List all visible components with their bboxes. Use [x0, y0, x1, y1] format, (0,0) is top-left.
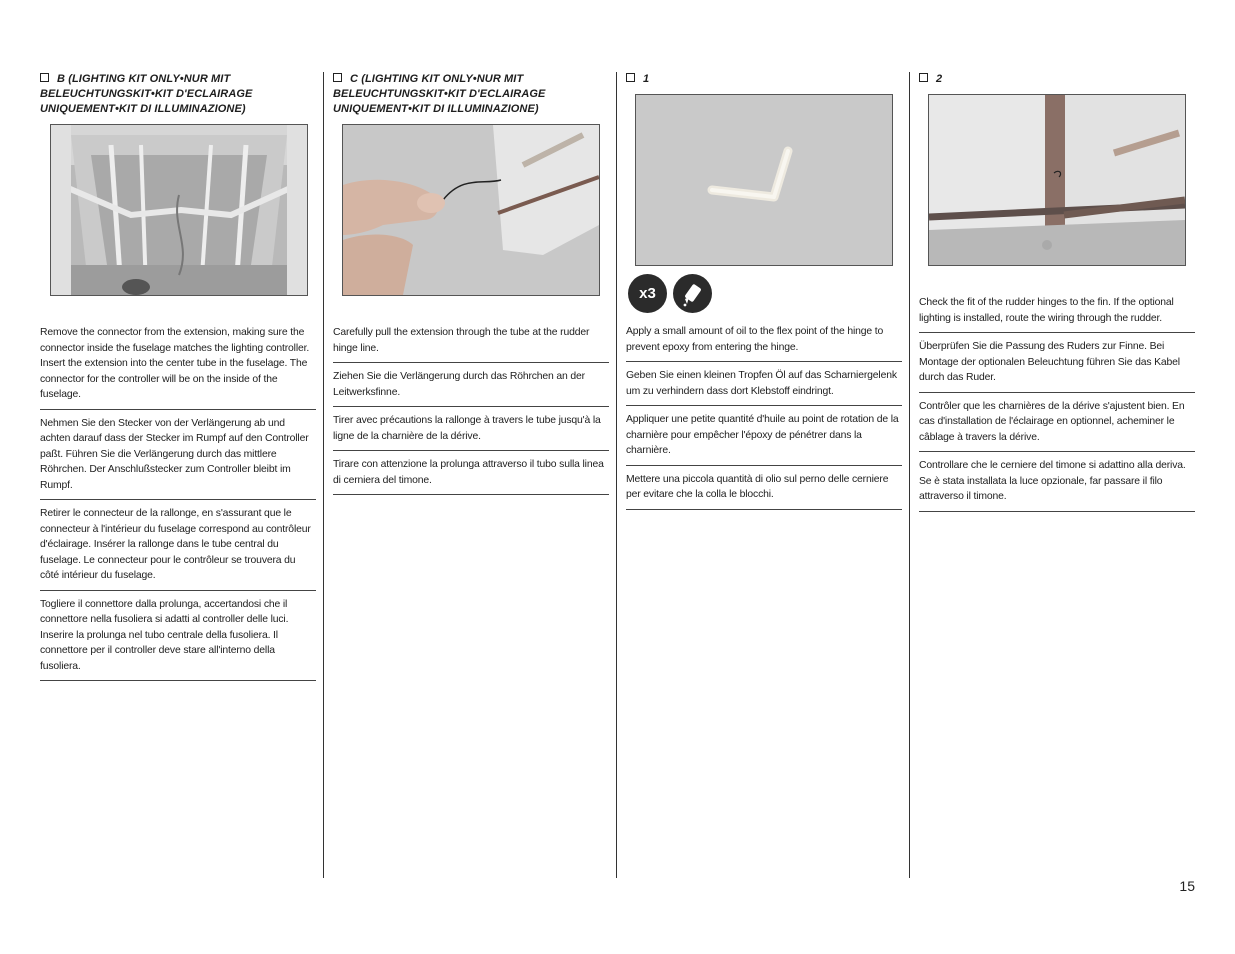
- rudder-fin-image: [929, 95, 1185, 265]
- step-column-1: [626, 72, 902, 510]
- hinge-photo: [635, 94, 893, 266]
- rudder-wire-photo: [342, 124, 600, 296]
- paragraph-de: Ziehen Sie die Verlängerung durch das Röhrchen an der Leitwerksfinne.: [333, 363, 609, 407]
- step-column-c: [333, 72, 609, 495]
- paragraph-it: Tirare con attenzione la prolunga attraverso il tubo sulla linea di cerniera del timone.: [333, 451, 609, 495]
- paragraph-fr: Tirer avec précautions la rallonge à travers le tube jusqu'à la ligne de la charnière de la dérive.: [333, 407, 609, 451]
- paragraph-en: Apply a small amount of oil to the flex point of the hinge to prevent epoxy from entering the hinge.: [626, 321, 902, 362]
- rudder-fin-photo: [928, 94, 1186, 266]
- paragraph-it: Mettere una piccola quantità di olio sul perno delle cerniere per evitare che la colla le blocchi.: [626, 466, 902, 510]
- paragraph-de: Geben Sie einen kleinen Tropfen Öl auf das Scharniergelenk um zu verhindern dass dort Klebstoff eindringt.: [626, 362, 902, 406]
- page-number: 15: [1179, 878, 1195, 894]
- paragraph-fr: Appliquer une petite quantité d'huile au point de rotation de la charnière pour empêcher l'époxy de pénétrer dans la charnière.: [626, 406, 902, 466]
- paragraph-en: Remove the connector from the extension, making sure the connector inside the fuselage matches the lighting controller. Insert the extension into the center tube in the fuselage. The connector for the controller will be on the inside of the fuselage.: [40, 322, 316, 410]
- paragraph-en: Carefully pull the extension through the tube at the rudder hinge line.: [333, 322, 609, 363]
- oil-bottle-icon: [673, 274, 712, 313]
- paragraph-fr: Contrôler que les charnières de la dérive s'ajustent bien. En cas d'installation de l'éclairage en optionnel, acheminer le câblage à travers la dérive.: [919, 393, 1195, 453]
- paragraph-en: Check the fit of the rudder hinges to the fin. If the optional lighting is installed, route the wiring through the rudder.: [919, 292, 1195, 333]
- step-heading: 2: [919, 72, 1195, 87]
- step-heading: C (LIGHTING KIT ONLY•NUR MIT BELEUCHTUNGSKIT•KIT D'ECLAIRAGE UNIQUEMENT•KIT DI ILLUMINAZIONE): [333, 73, 546, 115]
- paragraph-fr: Retirer le connecteur de la rallonge, en s'assurant que le connecteur à l'intérieur du fuselage correspond au contrôleur d'éclairage. Insérer la rallonge dans le tube central du fuselage. Le connecteur pour le contrôleur se trouvera du côté intérieur du fuselage.: [40, 500, 316, 591]
- paragraph-de: Überprüfen Sie die Passung des Ruders zur Finne. Bei Montage der optionalen Beleuchtung führen Sie das Kabel durch das Ruder.: [919, 333, 1195, 393]
- fuselage-interior-photo: [50, 124, 308, 296]
- column-divider: [616, 72, 617, 878]
- paragraph-it: Controllare che le cerniere del timone si adattino alla deriva. Se è stata installata la luce opzionale, far passare il filo attraverso il timone.: [919, 452, 1195, 512]
- fuselage-interior-image: [51, 125, 307, 295]
- step-heading: 1: [626, 72, 902, 87]
- oil-bottle-svg: [680, 281, 706, 307]
- column-divider: [323, 72, 324, 878]
- paragraph-it: Togliere il connettore dalla prolunga, accertandosi che il connettore nella fusoliera si adatti al controller delle luci. Inserire la prolunga nel tubo centrale della fusoliera. Il connettore per il controller deve stare all'interno della fusoliera.: [40, 591, 316, 682]
- checkbox-icon[interactable]: [333, 73, 342, 82]
- checkbox-icon[interactable]: [919, 73, 928, 82]
- step-heading: B (LIGHTING KIT ONLY•NUR MIT BELEUCHTUNGSKIT•KIT D'ECLAIRAGE UNIQUEMENT•KIT DI ILLUMINAZIONE): [40, 73, 253, 115]
- step-column-b: [40, 72, 316, 681]
- x3-icon: x3: [628, 274, 667, 313]
- paragraph-de: Nehmen Sie den Stecker von der Verlängerung ab und achten darauf dass der Stecker im Rumpf auf den Controller paßt. Führen Sie die Verlängerung durch das mittlere Röhrchen. Der Anschlußstecker zum Controller bleibt im Rumpf.: [40, 410, 316, 501]
- rudder-wire-image: [343, 125, 599, 295]
- icon-row: [628, 274, 902, 313]
- checkbox-icon[interactable]: [40, 73, 49, 82]
- column-divider: [909, 72, 910, 878]
- step-column-2: [919, 72, 1195, 512]
- checkbox-icon[interactable]: [626, 73, 635, 82]
- hinge-image: [636, 95, 892, 265]
